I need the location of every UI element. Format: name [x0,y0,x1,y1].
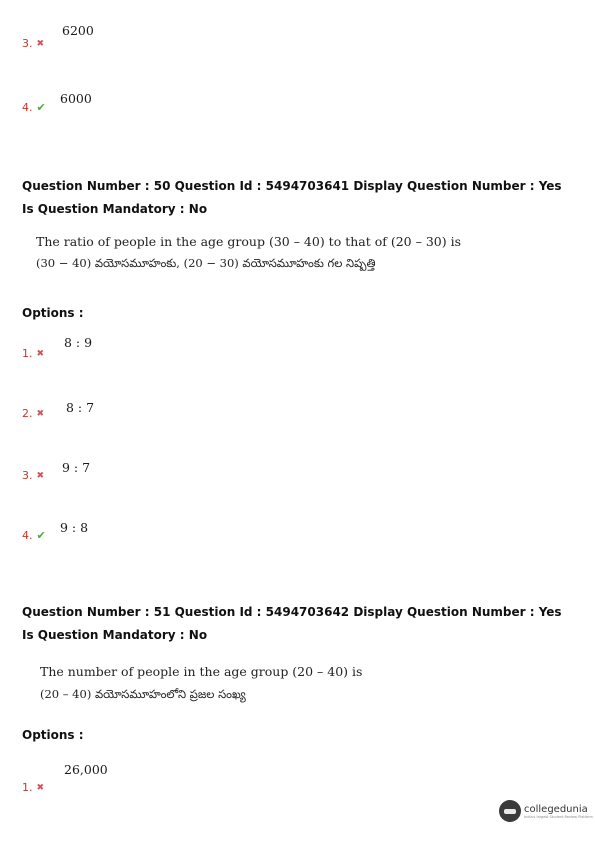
logo-name: collegedunia [524,803,588,815]
option-value: 9 : 8 [60,520,89,535]
mascot-icon [499,800,521,822]
option-number: 1. [22,781,33,794]
option-3 [22,37,44,50]
option-4 [22,101,46,114]
question-text-en: The ratio of people in the age group (30 – 40) to that of (20 – 30) is [36,234,461,249]
option-number: 2. [22,407,33,420]
options-label: Options : [22,728,84,742]
option-value: 8 : 7 [66,400,95,415]
option-number: 3. [22,469,33,482]
question-text-en: The number of people in the age group (20 – 40) is [40,664,363,679]
question-text-te: (30 − 40) వయోసమూహంకు, (20 − 30) వయోసమూహంకు గల నిష్పత్తి [36,256,376,270]
question-text-te: (20 – 40) వయోసమూహంలోని ప్రజల సంఖ్య [40,687,246,701]
cross-icon: ✖ [36,470,45,481]
option-value: 8 : 9 [64,335,93,350]
question-header: Question Number : 51 Question Id : 5494703642 Display Question Number : Yes Is Question Mandatory : No [22,605,562,642]
cross-icon: ✖ [36,408,45,419]
logo-tagline: India's largest Student Review Platform [524,814,593,819]
option-3 [22,469,44,482]
option-number: 3. [22,37,33,50]
option-value: 9 : 7 [62,460,91,475]
option-1 [22,781,44,794]
option-value: 26,000 [64,762,108,777]
question-header: Question Number : 50 Question Id : 5494703641 Display Question Number : Yes Is Question Mandatory : No [22,179,562,216]
cross-icon: ✖ [36,348,45,359]
options-label: Options : [22,306,84,320]
option-2 [22,407,44,420]
collegedunia-logo [499,800,593,822]
option-value: 6200 [62,23,94,38]
option-number: 4. [22,101,33,114]
cross-icon: ✖ [36,38,45,49]
cross-icon: ✖ [36,782,45,793]
option-value: 6000 [60,91,92,106]
check-icon: ✔ [36,101,46,114]
check-icon: ✔ [36,529,46,542]
option-number: 1. [22,347,33,360]
option-number: 4. [22,529,33,542]
option-1 [22,347,44,360]
option-4 [22,529,46,542]
